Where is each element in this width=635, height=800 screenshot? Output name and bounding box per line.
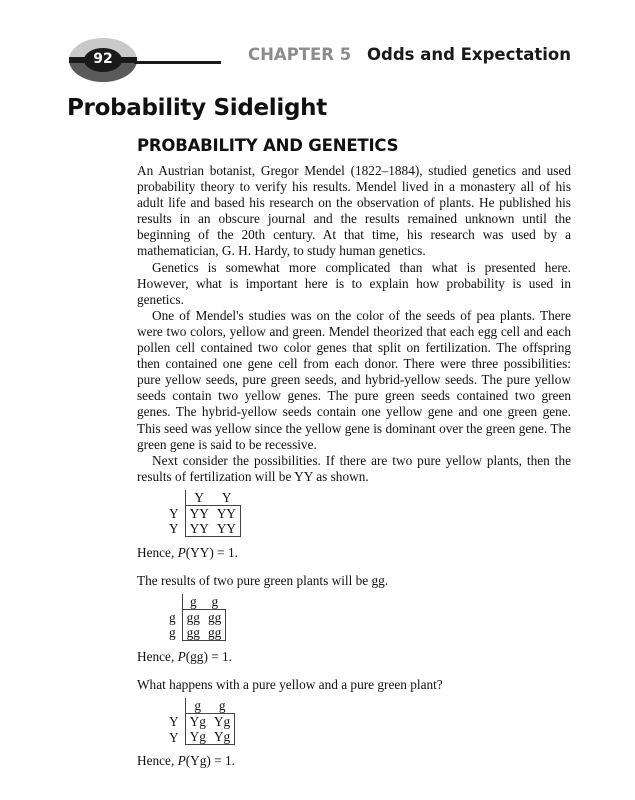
transition-text: What happens with a pure yellow and a pure green plant? (137, 677, 443, 693)
row-header: Y (169, 521, 179, 537)
column-header: g (182, 594, 204, 610)
row-header: Y (169, 729, 179, 745)
table-cell: gg (204, 610, 226, 626)
table-cell: gg (182, 625, 204, 641)
table-cell: YY (213, 521, 241, 537)
page-number: 92 (93, 51, 113, 67)
chapter-label: CHAPTER 5 (248, 45, 352, 64)
row-header: Y (169, 505, 179, 521)
paragraph: Next consider the possibilities. If there are two pure yellow plants, then the results of fertilization will be YY as shown. (137, 452, 571, 484)
column-header: g (185, 698, 210, 714)
paragraph: Genetics is somewhat more complicated than what is presented here. However, what is important here is to explain how probability is used in genetics. (137, 259, 571, 307)
punnett-square-gg (169, 594, 226, 641)
column-header: g (211, 594, 219, 610)
subsection-title: PROBABILITY AND GENETICS (137, 136, 399, 155)
table-cell: YY (185, 521, 213, 537)
result-statement: Hence, P(Yg) = 1. (137, 753, 235, 769)
table-cell: Yg (185, 729, 210, 745)
running-head (248, 45, 571, 64)
page-header (0, 0, 635, 100)
table-cell: gg (204, 625, 226, 641)
punnett-square-yy (169, 490, 241, 537)
row-header: g (169, 609, 176, 625)
table-cell: Yg (185, 714, 210, 730)
column-header: Y (221, 489, 232, 505)
table-cell: gg (182, 610, 204, 626)
column-header: Y (185, 490, 213, 506)
table-cell: Yg (210, 729, 235, 745)
row-header: g (169, 625, 176, 641)
table-cell: Yg (210, 714, 235, 730)
punnett-square-yg (169, 698, 235, 745)
chapter-title: Odds and Expectation (367, 45, 571, 64)
row-header: Y (169, 714, 179, 729)
paragraph: An Austrian botanist, Gregor Mendel (1822–1884), studied genetics and used probability theory to verify his results. Mendel lived in a monastery all of his adult life and based his research on the observation of plants. He published his results in an obscure journal and the results remained unknown until the beginning of the 20th century. At that time, his research was used by a mathematician, G. H. Hardy, to study human genetics. (137, 163, 571, 259)
header-rule (134, 61, 221, 64)
transition-text: The results of two pure green plants will be gg. (137, 572, 389, 588)
body-text (137, 163, 571, 769)
paragraph: One of Mendel's studies was on the color of the seeds of pea plants. There were two colors, yellow and green. Mendel theorized that each egg cell and each pollen cell contained two color genes that split on fertilization. The offspring then contained one gene cell from each donor. There were three possibilities: pure yellow seeds, pure green seeds, and hybrid-yellow seeds. The pure yellow seeds contain two yellow genes. The pure green seeds contained two green genes. The hybrid-yellow seeds contain one yellow gene and one green gene. This seed was yellow since the yellow gene is dominant over the green gene. The green gene is said to be recessive. (137, 307, 571, 452)
result-statement: Hence, P(YY) = 1. (137, 544, 238, 560)
section-title: Probability Sidelight (67, 95, 327, 121)
table-cell: YY (213, 505, 241, 521)
column-header: g (218, 698, 226, 714)
result-statement: Hence, P(gg) = 1. (137, 649, 233, 665)
table-cell: YY (185, 505, 213, 521)
